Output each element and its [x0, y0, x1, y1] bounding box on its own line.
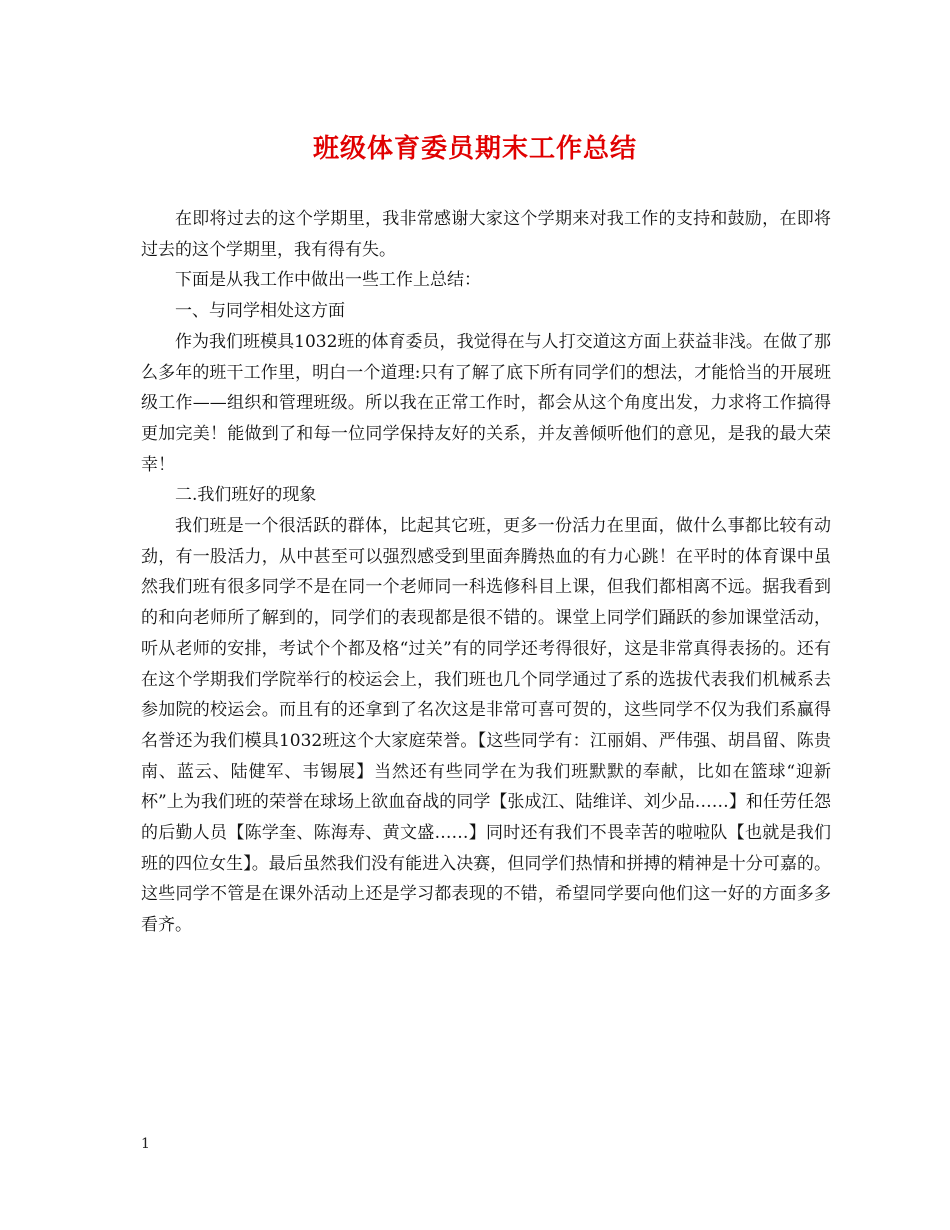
document-title: 班级体育委员期末工作总结	[312, 134, 637, 164]
page-number: 1	[141, 1136, 150, 1152]
section-heading-1: 一、与同学相处这方面	[175, 301, 345, 322]
section-heading-2: 二.我们班好的现象	[175, 485, 317, 506]
paragraph-intro: 在即将过去的这个学期里，我非常感谢大家这个学期来对我工作的支持和鼓励，在即将过去的这个学期里，我有得有失。	[141, 209, 831, 260]
paragraph-section-2: 我们班是一个很活跃的群体，比起其它班，更多一份活力在里面，做什么事都比较有动劲，有一股活力，从中甚至可以强烈感受到里面奔腾热血的有力心跳！在平时的体育课中虽然我们班有很多同学不是在同一个老师同一科选修科目上课，但我们都相离不远。据我看到的和向老师所了解到的，同学们的表现都是很不错的。课堂上同学们踊跃的参加课堂活动，听从老师的安排，考试个个都及格“过关”有的同学还考得很好，这是非常真得表扬的。还有在这个学期我们学院举行的校运会上，我们班也几个同学通过了系的选拔代表我们机械系去参加院的校运会。而且有的还拿到了名次这是非常可喜可贺的，这些同学不仅为我们系赢得名誉还为我们模具1032班这个大家庭荣誉。【这些同学有：江丽娟、严伟强、胡昌留、陈贵南、蓝云、陆健军、韦锡展】当然还有些同学在为我们班默默的奉献，比如在篮球“迎新杯”上为我们班的荣誉在球场上欲血奋战的同学【张成江、陆维详、刘少品……】和任劳任怨的后勤人员【陈学奎、陈海寿、黄文盛……】同时还有我们不畏幸苦的啦啦队【也就是我们班的四位女生】。最后虽然我们没有能进入决赛，但同学们热情和拼搏的精神是十分可嘉的。这些同学不管是在课外活动上还是学习都表现的不错，希望同学要向他们这一好的方面多多看齐。	[141, 516, 831, 936]
paragraph-summary-lead: 下面是从我工作中做出一些工作上总结：	[175, 270, 481, 291]
paragraph-section-1: 作为我们班模具1032班的体育委员，我觉得在与人打交道这方面上获益非浅。在做了那么多年的班干工作里，明白一个道理:只有了解了底下所有同学们的想法，才能恰当的开展班级工作——组织和管理班级。所以我在正常工作时，都会从这个角度出发，力求将工作搞得更加完美！能做到了和每一位同学保持友好的关系，并友善倾听他们的意见，是我的最大荣幸！	[141, 331, 831, 475]
document-body	[141, 204, 831, 941]
